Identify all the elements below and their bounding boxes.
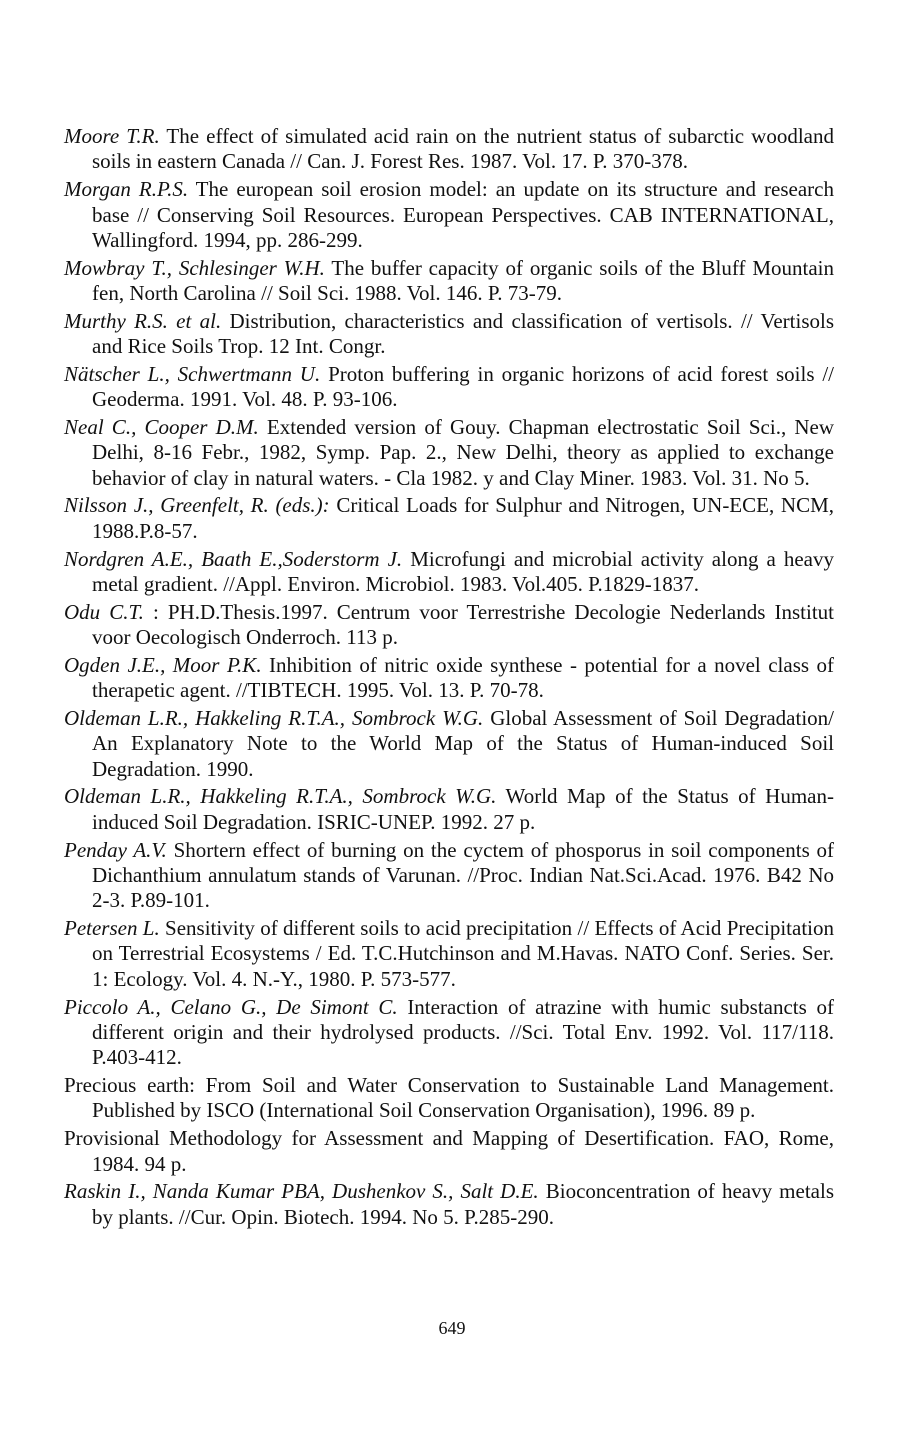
reference-entry [64,706,834,782]
reference-authors: Nordgren A.E., Baath E.,Soderstorm J. [64,546,403,571]
reference-text: The european soil erosion model: an update on its structure and research base // Conserving Soil Resources. European Perspectives. CAB INTERNATIONAL, Wallingford. 1994, pp. 286-299. [92,177,834,252]
reference-authors: Morgan R.P.S. [64,177,189,202]
reference-authors: Penday A.V. [64,837,167,862]
reference-authors: Oldeman L.R., Hakkeling R.T.A., Sombrock W.G. [64,784,497,809]
reference-entry [64,177,834,253]
page-number: 649 [438,1318,466,1338]
reference-authors: Neal C., Cooper D.M. [64,414,259,439]
reference-entry [64,916,834,992]
reference-entry [64,309,834,360]
reference-entry [64,493,834,544]
reference-entry [64,1073,834,1124]
reference-entry [64,1126,834,1177]
reference-text: Critical Loads for Sulphur and Nitrogen, UN-ECE, NCM, 1988.P.8-57. [92,493,835,543]
reference-authors: Nilsson J., Greenfelt, R. (eds.): [64,493,330,518]
reference-authors: Petersen L. [64,916,160,941]
reference-entry [64,362,834,413]
reference-entry [64,995,834,1071]
reference-entry [64,124,834,175]
reference-authors: Nätscher L., Schwertmann U. [64,361,321,386]
reference-list [64,124,834,1232]
reference-authors: Moore T.R. [64,124,160,148]
reference-entry [64,1179,834,1230]
reference-authors: Mowbray T., Schlesinger W.H. [64,255,325,280]
reference-text: Proton buffering in organic horizons of acid forest soils // Geoderma. 1991. Vol. 48. P. 93-106. [92,361,834,412]
reference-text: Provisional Methodology for Assessment and Mapping of Desertification. FAO, Rome, 1984. 94 p. [64,1126,834,1176]
reference-text: Bioconcentration of heavy metals by plants. //Cur. Opin. Biotech. 1994. No 5. P.285-290. [92,1179,835,1229]
reference-text: Microfungi and microbial activity along a heavy metal gradient. //Appl. Environ. Microbiol. 1983. Vol.405. P.1829-1837. [92,546,834,596]
reference-text: World Map of the Status of Human-induced Soil Degradation. ISRIC-UNEP. 1992. 27 p. [92,784,834,834]
reference-authors: Raskin I., Nanda Kumar PBA, Dushenkov S., Salt D.E. [64,1179,539,1204]
reference-entry [64,547,834,598]
reference-entry [64,415,834,491]
reference-text: Sensitivity of different soils to acid precipitation // Effects of Acid Precipitation on Terrestrial Ecosystems / Ed. T.C.Hutchinson and M.Havas. NATO Conf. Series. Ser. 1: Ecology. Vol. 4. N.-Y., 1980. P. 573-577. [92,916,835,991]
reference-text: Global Assessment of Soil Degradation/ An Explanatory Note to the World Map of the Status of Human-induced Soil Degradation. 1990. [92,705,834,781]
reference-entry [64,838,834,914]
reference-authors: Ogden J.E., Moor P.K. [64,652,262,677]
reference-text: The effect of simulated acid rain on the nutrient status of subarctic woodland soils in eastern Canada // Can. J. Forest Res. 1987. Vol. 17. P. 370-378. [92,124,834,174]
reference-text: Interaction of atrazine with humic substancts of different origin and their hydrolysed products. //Sci. Total Env. 1992. Vol. 117/118. P.403-412. [92,994,834,1070]
reference-authors: Piccolo A., Celano G., De Simont C. [64,994,398,1019]
reference-entry [64,653,834,704]
reference-text: : PH.D.Thesis.1997. Centrum voor Terrestrishe Decologie Nederlands Institut voor Oecologisch Onderroch. 113 p. [92,599,834,650]
reference-text: Inhibition of nitric oxide synthese - potential for a novel class of therapetic agent. //TIBTECH. 1995. Vol. 13. P. 70-78. [92,652,834,703]
reference-authors: Oldeman L.R., Hakkeling R.T.A., Sombrock W.G. [64,705,484,730]
reference-text: Distribution, characteristics and classification of vertisols. // Vertisols and Rice Soils Trop. 12 Int. Congr. [92,308,835,359]
reference-entry [64,256,834,307]
reference-authors: Murthy R.S. et al. [64,308,222,333]
reference-text: The buffer capacity of organic soils of the Bluff Mountain fen, North Carolina // Soil Sci. 1988. Vol. 146. P. 73-79. [92,255,834,306]
reference-text: Precious earth: From Soil and Water Conservation to Sustainable Land Management. Published by ISCO (International Soil Conservation Organisation), 1996. 89 p. [64,1073,834,1123]
reference-entry [64,600,834,651]
reference-authors: Odu C.T. [64,599,144,624]
reference-text: Shortern effect of burning on the cyctem of phosporus in soil components of Dichanthium annulatum stands of Varunan. //Proc. Indian Nat.Sci.Acad. 1976. B42 No 2-3. P.89-101. [92,837,834,913]
reference-text: Extended version of Gouy. Chapman electrostatic Soil Sci., New Delhi, 8-16 Febr., 1982, Symp. Pap. 2., New Delhi, theory as applied to exchange behavior of clay in natural waters. - Cla 1982. y and Clay Miner. 1983. Vol. 31. No 5. [92,414,834,490]
reference-entry [64,784,834,835]
